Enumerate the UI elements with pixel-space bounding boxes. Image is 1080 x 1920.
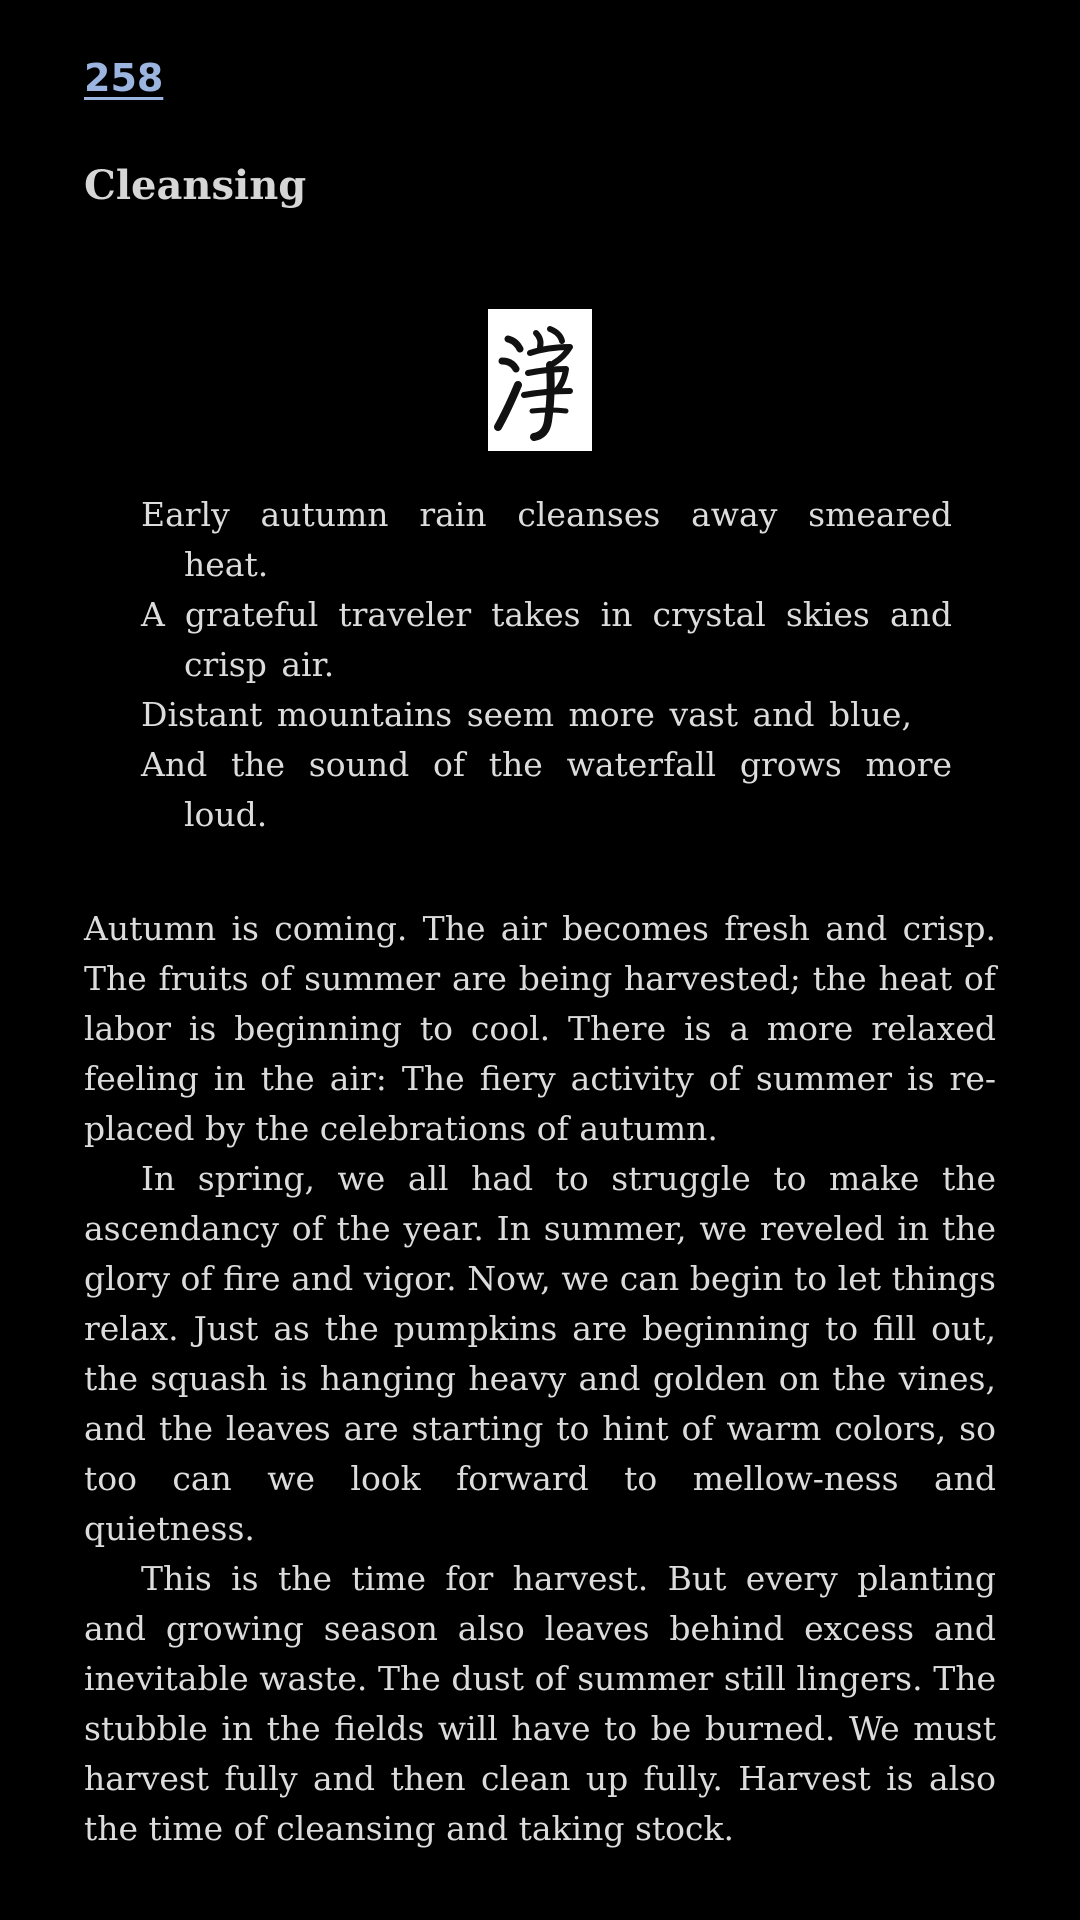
chinese-calligraphy-character-icon <box>488 309 592 451</box>
paragraph: In spring, we all had to struggle to make the ascendancy of the year. In summer, we reveled in the glory of fire and vigor. Now, we can begin to let things relax. Just as the pumpkins are beginning to fill out, the squash is hanging heavy and golden on the vines, and the leaves are starting to hint of warm colors, so too can we look forward to mellow-ness and quietness. <box>84 1159 996 1548</box>
paragraph: Autumn is coming. The air becomes fresh and crisp. The fruits of summer are being harvested; the heat of labor is beginning to cool. There is a more relaxed feeling in the air: The fiery activity of summer is re-placed by the celebrations of autumn. <box>84 909 996 1148</box>
page-number-link[interactable]: 258 <box>84 56 164 100</box>
body-text <box>84 904 996 1854</box>
poem-line: A grateful traveler takes in crystal skies and crisp air. <box>141 595 952 684</box>
poem-line: And the sound of the waterfall grows more loud. <box>141 745 952 834</box>
chapter-title: Cleansing <box>84 162 307 209</box>
paragraph: This is the time for harvest. But every planting and growing season also leaves behind excess and inevitable waste. The dust of summer still lingers. The stubble in the fields will have to be burned. We must harvest fully and then clean up fully. Harvest is also the time of cleansing and taking stock. <box>84 1559 996 1848</box>
poem-line: Distant mountains seem more vast and blue, <box>141 695 912 734</box>
poem <box>141 490 952 840</box>
poem-line: Early autumn rain cleanses away smeared heat. <box>141 495 952 584</box>
